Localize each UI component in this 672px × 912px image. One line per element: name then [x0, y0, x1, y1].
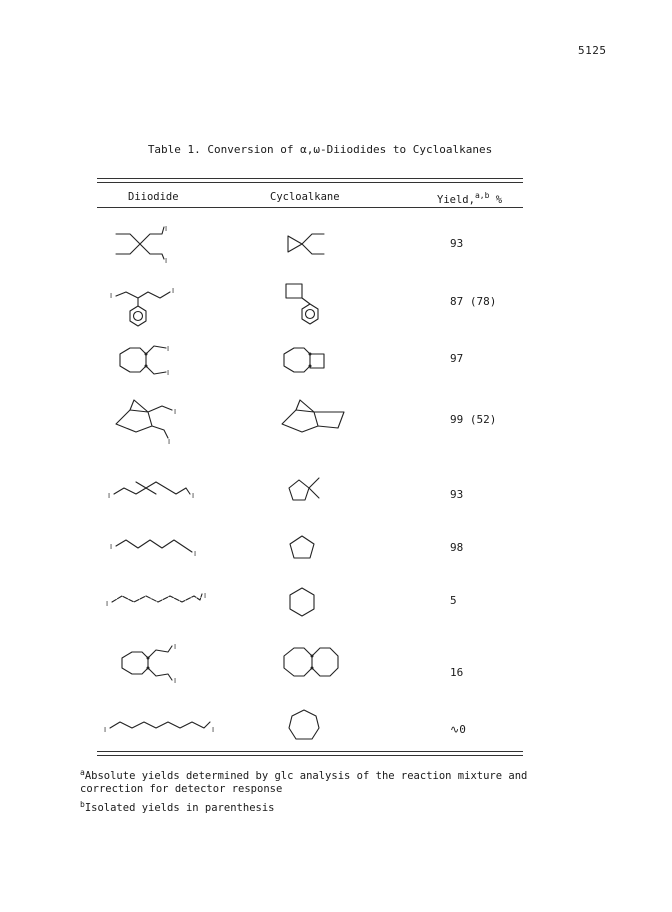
svg-text:I: I: [168, 438, 171, 446]
header-yield: Yield,$^{a,b}$ %: [437, 191, 503, 206]
yield-value: ∿0: [450, 723, 466, 736]
table-bottom-rule: [97, 755, 523, 756]
structure-cycloalkane-row9: [286, 708, 322, 744]
svg-text:I: I: [165, 257, 168, 265]
structure-diiodide-row2: [108, 276, 188, 326]
svg-text:I: I: [108, 492, 111, 500]
structure-cycloalkane-row6: [286, 534, 318, 562]
table-caption: Table 1. Conversion of α,ω-Diiodides to Cycloalkanes: [147, 143, 493, 156]
svg-text:I: I: [167, 369, 170, 377]
svg-text:I: I: [192, 492, 195, 500]
svg-text:I: I: [106, 600, 109, 608]
structure-cycloalkane-row4: [278, 392, 358, 444]
svg-text:I: I: [174, 677, 177, 685]
structure-diiodide-row5: [106, 474, 202, 504]
svg-text:I: I: [174, 643, 177, 651]
structure-diiodide-row6: [108, 534, 204, 558]
structure-cycloalkane-row8: [280, 642, 344, 682]
structure-cycloalkane-row5: [283, 474, 329, 508]
svg-text:I: I: [172, 287, 175, 295]
structure-diiodide-row8: [116, 642, 188, 684]
structure-diiodide-row7: [104, 588, 216, 612]
table-header-rule: [97, 207, 523, 208]
svg-text:I: I: [165, 225, 168, 233]
page-number: 5125: [578, 44, 607, 57]
svg-text:I: I: [104, 726, 107, 734]
structure-diiodide-row4: [112, 392, 192, 444]
svg-text:I: I: [110, 543, 113, 551]
svg-text:I: I: [167, 345, 170, 353]
structure-diiodide-row9: [102, 714, 228, 738]
table-footnotes: [80, 766, 550, 815]
svg-text:I: I: [110, 292, 113, 300]
header-diiodide: Diiodide: [128, 191, 179, 203]
yield-value: 93: [450, 237, 464, 250]
footnote-b: $^b$Isolated yields in parenthesis: [80, 800, 275, 814]
structure-diiodide-row3: [116, 340, 186, 380]
footnote-a: $^a$Absolute yields determined by glc analysis of the reaction mixture and correction for detector response: [80, 768, 528, 795]
header-yield-footnote-markers: a,b: [474, 191, 490, 200]
svg-text:I: I: [194, 550, 197, 558]
yield-value: 98: [450, 541, 464, 554]
yield-value: 16: [450, 666, 464, 679]
table-top-rule: [97, 182, 523, 183]
table-top-rule: [97, 178, 523, 179]
structure-diiodide-row1: [112, 224, 172, 264]
table-bottom-rule: [97, 751, 523, 752]
yield-value: 97: [450, 352, 464, 365]
structure-cycloalkane-row7: [286, 586, 318, 618]
svg-text:I: I: [204, 592, 207, 600]
structure-cycloalkane-row3: [280, 340, 340, 380]
yield-value: 5: [450, 594, 457, 607]
structure-cycloalkane-row1: [280, 224, 340, 264]
yield-value: 93: [450, 488, 464, 501]
yield-value: 99 (52): [450, 413, 497, 426]
svg-text:I: I: [174, 408, 177, 416]
structure-cycloalkane-row2: [280, 276, 340, 326]
svg-text:I: I: [212, 726, 215, 734]
yield-value: 87 (78): [450, 295, 497, 308]
header-cycloalkane: Cycloalkane: [270, 191, 340, 203]
